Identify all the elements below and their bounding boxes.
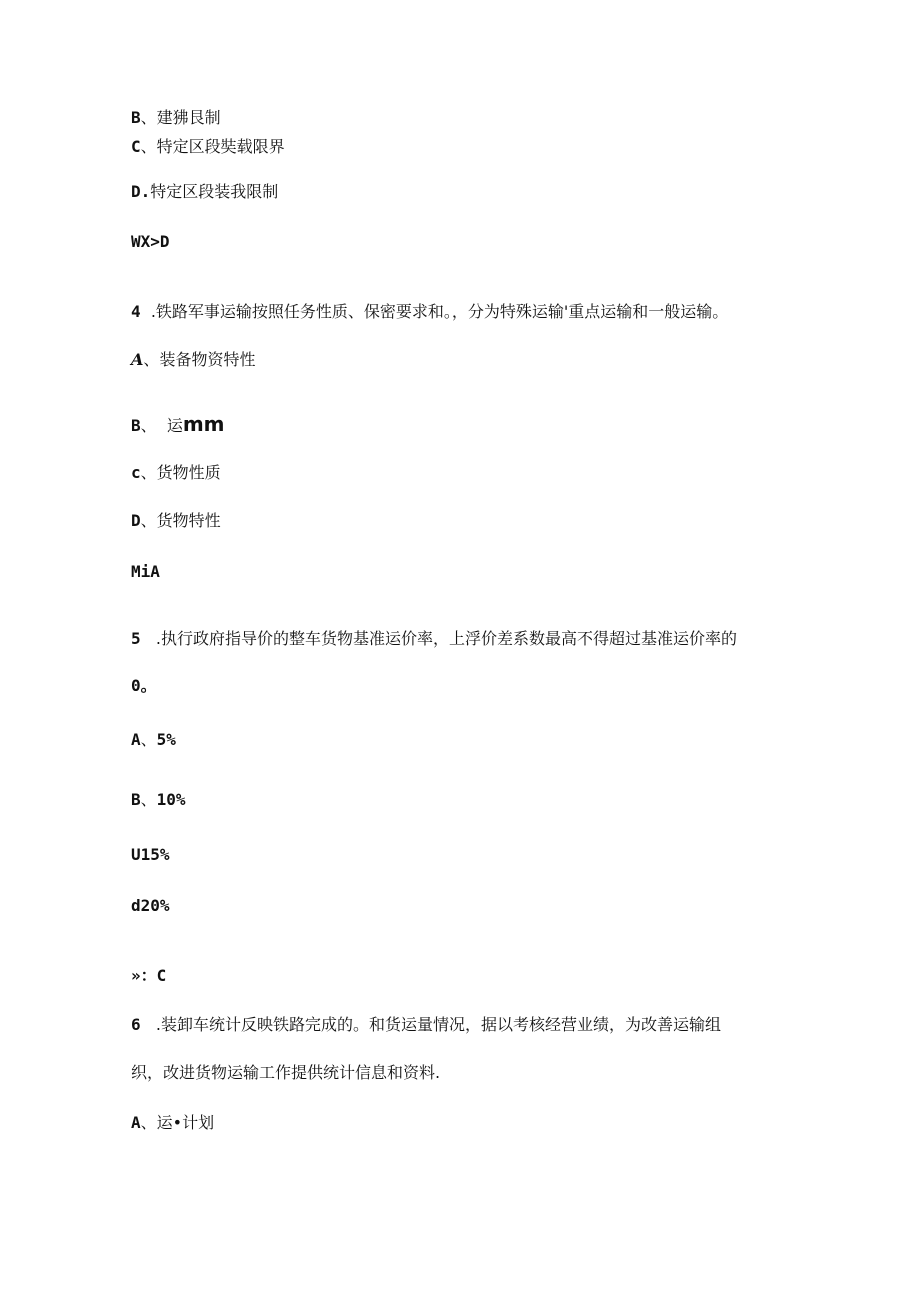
q4-option-d bbox=[131, 511, 221, 531]
option-label: B bbox=[131, 108, 141, 127]
option-label: C bbox=[131, 137, 141, 156]
option-sep: 、 bbox=[140, 137, 157, 156]
q5-stem bbox=[131, 629, 737, 649]
q5-option-d: d20% bbox=[131, 896, 170, 915]
q4-option-b bbox=[131, 412, 225, 438]
option-text: 货物特性 bbox=[156, 511, 221, 530]
option-sep: 、 bbox=[140, 1113, 157, 1132]
option-sep: 、 bbox=[143, 350, 160, 369]
q3-answer: WX>D bbox=[131, 232, 170, 251]
option-label: A bbox=[131, 730, 141, 749]
q4-answer: MiA bbox=[131, 562, 160, 581]
q4-option-c bbox=[131, 463, 221, 483]
option-label: A bbox=[131, 350, 144, 369]
q6-option-a bbox=[131, 1113, 214, 1133]
question-text: .铁路军事运输按照任务性质、保密要求和。，分为特殊运输'重点运输和一般运输。 bbox=[150, 302, 729, 321]
option-text-latin: mm bbox=[182, 412, 225, 436]
q6-stem bbox=[131, 1015, 721, 1035]
option-sep: 、 bbox=[140, 416, 157, 435]
option-sep: 、 bbox=[140, 730, 157, 749]
option-text: 装备物资特性 bbox=[159, 350, 256, 369]
q3-option-d bbox=[131, 182, 278, 202]
option-label: B bbox=[131, 416, 141, 435]
option-label: c bbox=[131, 463, 141, 482]
question-number: 4 bbox=[131, 302, 141, 321]
q5-option-c: U15% bbox=[131, 845, 170, 864]
q5-stem-continued: 0。 bbox=[131, 676, 157, 695]
option-sep: 、 bbox=[140, 511, 157, 530]
q5-option-b bbox=[131, 790, 186, 810]
q4-stem bbox=[131, 302, 728, 322]
q6-stem-continued: 织，改进货物运输工作提供统计信息和资料. bbox=[131, 1063, 441, 1082]
option-text: 特定区段装我限制 bbox=[150, 182, 279, 201]
option-text: 货物性质 bbox=[156, 463, 221, 482]
q5-option-a bbox=[131, 730, 176, 750]
option-sep: 、 bbox=[140, 108, 157, 127]
option-label: D bbox=[131, 182, 141, 201]
option-label: B bbox=[131, 790, 141, 809]
option-sep: . bbox=[140, 182, 151, 201]
option-sep: 、 bbox=[140, 790, 157, 809]
question-text: .执行政府指导价的整车货物基准运价率，上浮价差系数最高不得超过基准运价率的 bbox=[155, 629, 737, 648]
option-text: 5% bbox=[156, 730, 176, 749]
option-text: 运 bbox=[166, 416, 183, 435]
q3-option-c bbox=[131, 137, 285, 157]
q4-option-a bbox=[131, 350, 255, 370]
question-text: .装卸车统计反映铁路完成的。和货运量情况，据以考核经营业绩，为改善运输组 bbox=[155, 1015, 721, 1034]
option-text: 运•计划 bbox=[156, 1113, 215, 1132]
option-sep: 、 bbox=[140, 463, 157, 482]
option-label: D bbox=[131, 511, 141, 530]
question-number: 6 bbox=[131, 1015, 141, 1034]
q3-option-b bbox=[131, 108, 221, 128]
option-text: 特定区段奘载限界 bbox=[156, 137, 285, 156]
option-text: 建狒艮制 bbox=[156, 108, 221, 127]
q5-answer: »：C bbox=[131, 966, 167, 985]
question-number: 5 bbox=[131, 629, 141, 648]
option-text: 10% bbox=[156, 790, 186, 809]
option-label: A bbox=[131, 1113, 141, 1132]
